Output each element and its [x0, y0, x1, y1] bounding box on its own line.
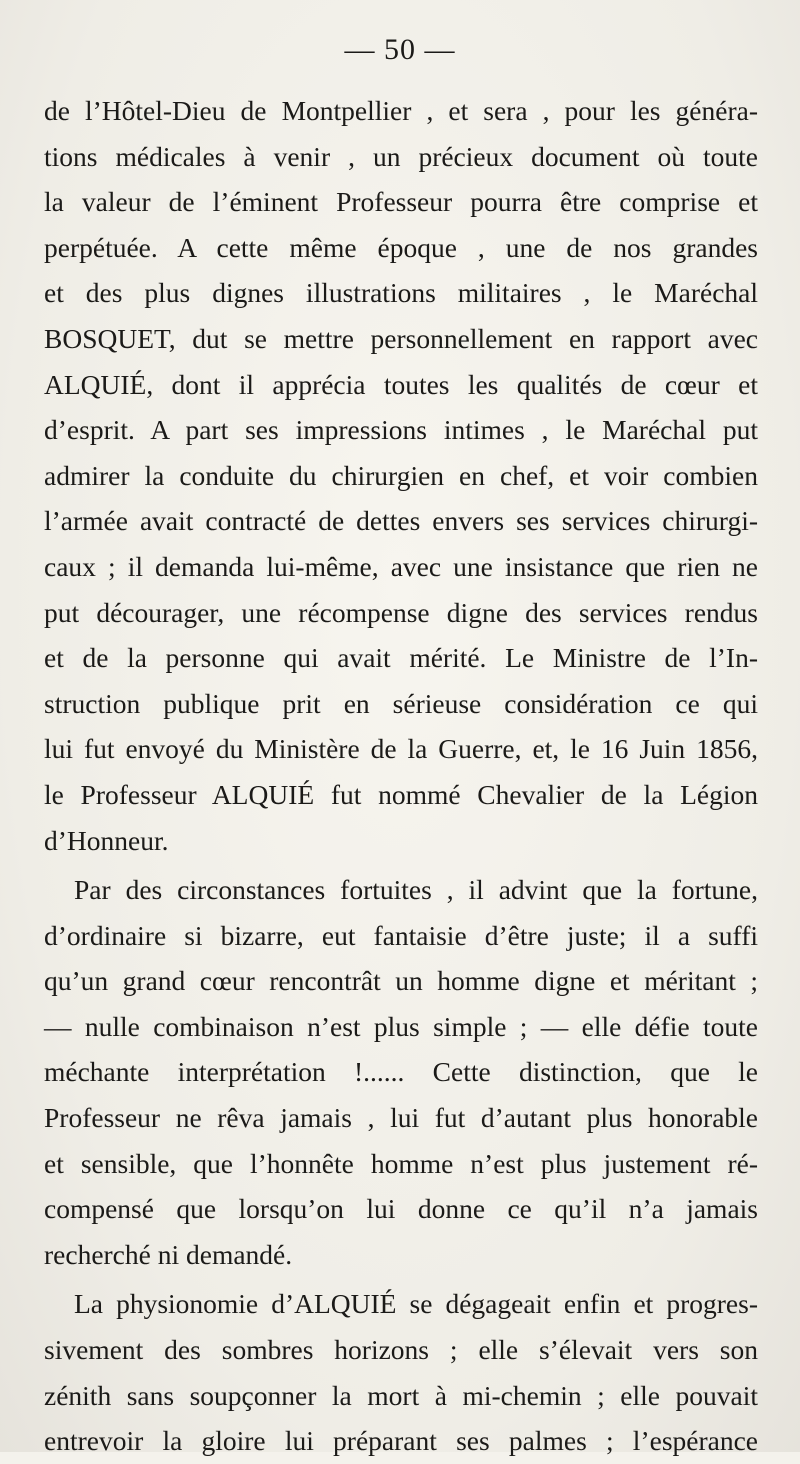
- text-line: perpétuée. A cette même époque , une de nos grandes: [44, 231, 758, 263]
- text-line: d’esprit. A part ses impressions intimes , le Maréchal put: [44, 414, 758, 446]
- text-line: d’Honneur.: [44, 824, 169, 856]
- text-line: caux ; il demanda lui-même, avec une insistance que rien ne: [44, 550, 758, 582]
- text-line: ALQUIÉ, dont il apprécia toutes les qualités de cœur et: [44, 368, 758, 400]
- text-line: Par des circonstances fortuites , il advint que la fortune,: [74, 874, 758, 906]
- page-number: — 50 —: [344, 33, 456, 66]
- text-line: l’armée avait contracté de dettes envers ses services chirurgi-: [44, 505, 758, 537]
- text-line: et de la personne qui avait mérité. Le Ministre de l’In-: [44, 642, 758, 674]
- text-line: et des plus dignes illustrations militaires , le Maréchal: [44, 277, 758, 309]
- text-line: — nulle combinaison n’est plus simple ; — elle défie toute: [44, 1010, 758, 1042]
- text-line: de l’Hôtel-Dieu de Montpellier , et sera , pour les généra-: [44, 95, 758, 126]
- text-line: recherché ni demandé.: [44, 1238, 293, 1270]
- text-line: la valeur de l’éminent Professeur pourra être comprise et: [44, 186, 758, 218]
- text-line: La physionomie d’ALQUIÉ se dégageait enfin et progres-: [74, 1288, 758, 1320]
- text-line: BOSQUET, dut se mettre personnellement en rapport avec: [44, 322, 758, 354]
- text-line: et sensible, que l’honnête homme n’est plus justement ré-: [44, 1147, 758, 1179]
- text-line: put décourager, une récompense digne des services rendus: [44, 596, 758, 628]
- text-line: sivement des sombres horizons ; elle s’élevait vers son: [44, 1334, 758, 1366]
- text-line: qu’un grand cœur rencontrât un homme digne et méritant ;: [44, 965, 758, 997]
- paragraph-1: [44, 88, 758, 863]
- text-line: entrevoir la gloire lui préparant ses palmes ; l’espérance: [44, 1425, 758, 1457]
- text-line: struction publique prit en sérieuse considération ce qui: [44, 687, 758, 719]
- text-line: lui fut envoyé du Ministère de la Guerre, et, le 16 Juin 1856,: [44, 733, 758, 765]
- text-line: zénith sans soupçonner la mort à mi-chemin ; elle pouvait: [44, 1379, 758, 1411]
- text-line: admirer la conduite du chirurgien en chef, et voir combien: [44, 459, 758, 491]
- text-line: Professeur ne rêva jamais , lui fut d’autant plus honorable: [44, 1102, 758, 1134]
- page-body: [44, 88, 758, 1464]
- text-line: tions médicales à venir , un précieux document où toute: [44, 140, 758, 172]
- text-line: le Professeur ALQUIÉ fut nommé Chevalier de la Légion: [44, 778, 758, 810]
- paragraph-3: [44, 1281, 758, 1463]
- text-line: méchante interprétation !...... Cette distinction, que le: [44, 1056, 758, 1088]
- text-line: compensé que lorsqu’on lui donne ce qu’il n’a jamais: [44, 1193, 758, 1225]
- text-line: d’ordinaire si bizarre, eut fantaisie d’être juste; il a suffi: [44, 919, 758, 951]
- paragraph-2: [44, 867, 758, 1277]
